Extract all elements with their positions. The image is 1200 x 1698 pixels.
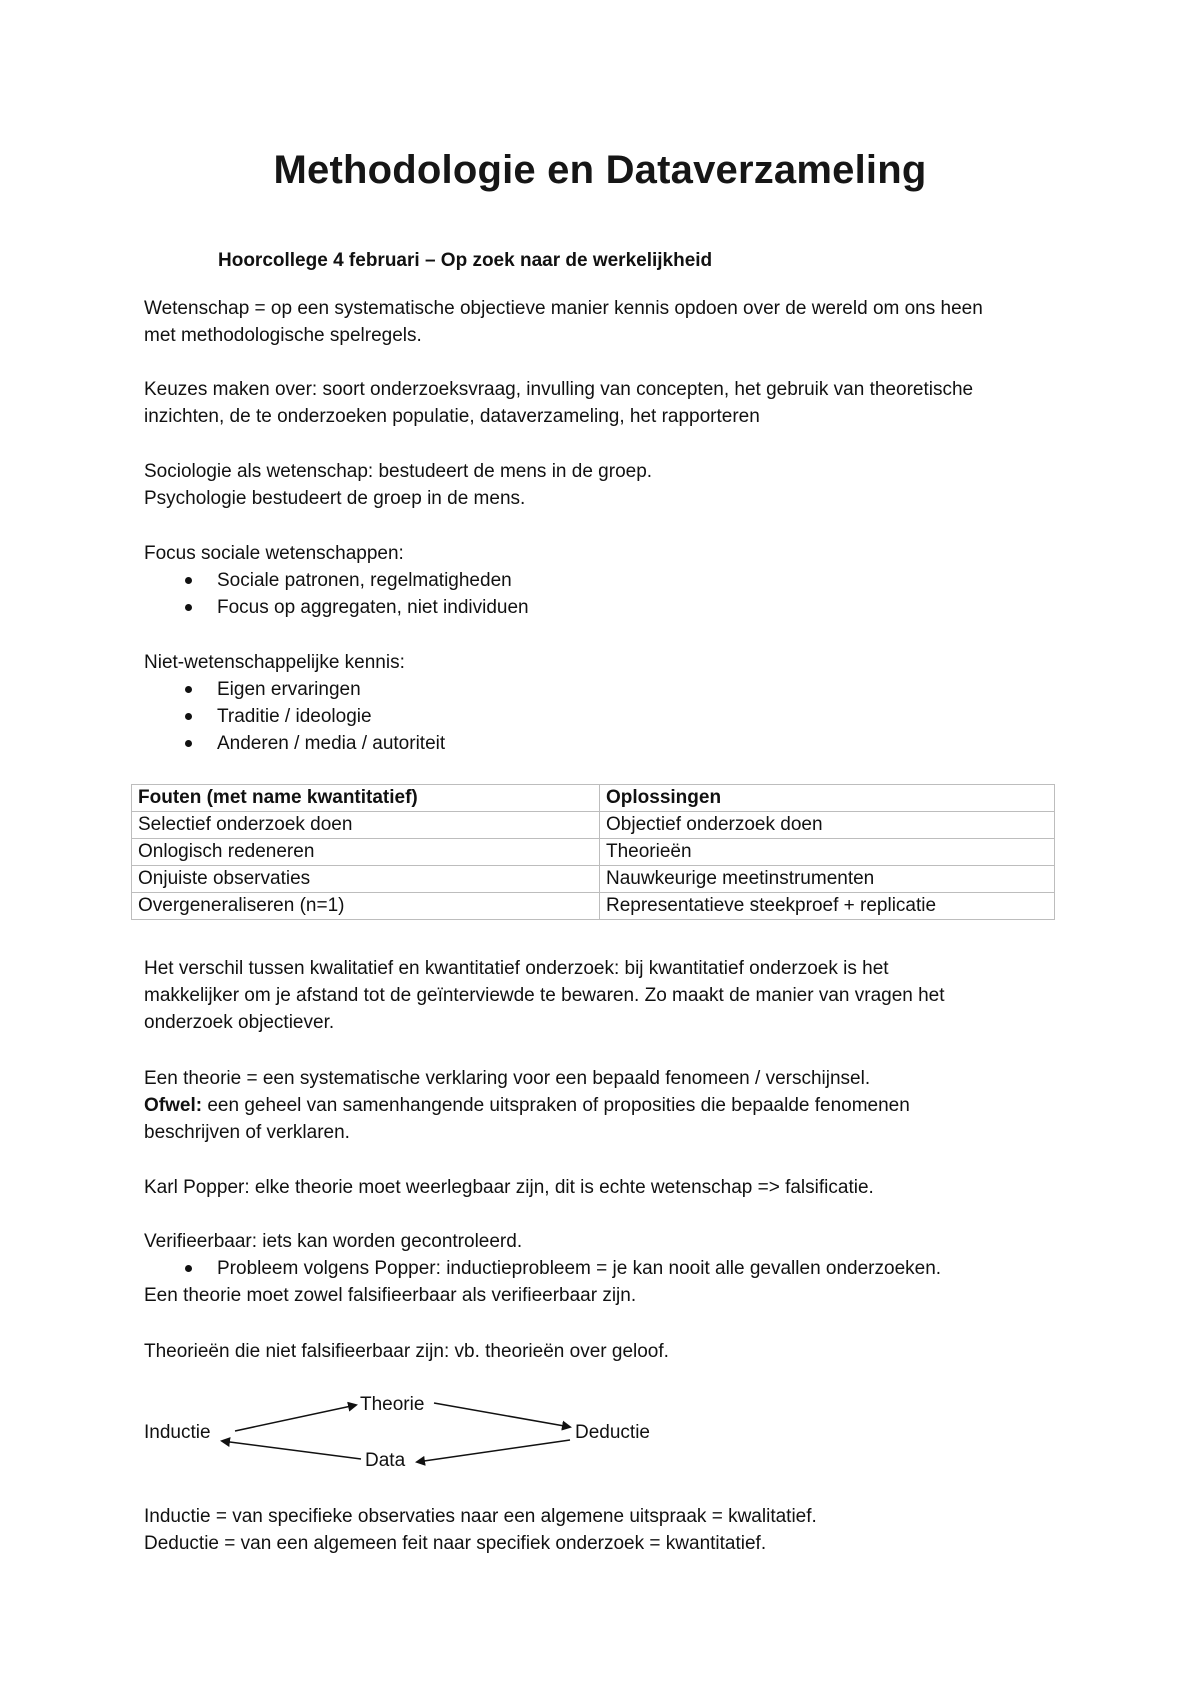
paragraph-popper [144, 1174, 1064, 1201]
list-item: Sociale patronen, regelmatigheden [144, 567, 1064, 594]
arrow-deductie-to-data [417, 1440, 570, 1462]
text-line: beschrijven of verklaren. [144, 1122, 350, 1143]
table-header-cell: Oplossingen [600, 785, 1055, 812]
text-line: Deductie = van een algemeen feit naar specifiek onderzoek = kwantitatief. [144, 1533, 767, 1554]
fouten-oplossingen-table [131, 784, 1055, 920]
text-line: Een theorie moet zowel falsifieerbaar als verifieerbaar zijn. [144, 1285, 637, 1306]
text-line: makkelijker om je afstand tot de geïnterviewde te bewaren. Zo maakt de manier van vragen het [144, 985, 945, 1006]
paragraph-definities [144, 1503, 1064, 1557]
table-cell: Selectief onderzoek doen [132, 812, 600, 839]
text-line: Verifieerbaar: iets kan worden gecontroleerd. [144, 1231, 523, 1252]
diagram-label-inductie: Inductie [144, 1422, 211, 1443]
table-header-cell: Fouten (met name kwantitatief) [132, 785, 600, 812]
text-line: Wetenschap = op een systematische objectieve manier kennis opdoen over de wereld om ons heen [144, 298, 983, 319]
section-focus [144, 540, 1064, 621]
text-line: met methodologische spelregels. [144, 325, 422, 346]
text-line: Theorieën die niet falsifieerbaar zijn: vb. theorieën over geloof. [144, 1341, 669, 1362]
text-line: Inductie = van specifieke observaties naar een algemene uitspraak = kwalitatief. [144, 1506, 817, 1527]
table-cell: Onlogisch redeneren [132, 839, 600, 866]
table-cell: Objectief onderzoek doen [600, 812, 1055, 839]
list-heading: Niet-wetenschappelijke kennis: [144, 652, 405, 673]
bullet-list [144, 676, 1064, 757]
arrow-inductie-to-theorie [235, 1405, 356, 1431]
list-item: Traditie / ideologie [144, 703, 1064, 730]
section-niet-wetenschappelijk [144, 649, 1064, 757]
text-line: onderzoek objectiever. [144, 1012, 335, 1033]
paragraph-niet-falsifieerbaar [144, 1338, 1064, 1365]
text-line [144, 1092, 1064, 1119]
table-row [132, 866, 1055, 893]
text-line: inzichten, de te onderzoeken populatie, dataverzameling, het rapporteren [144, 406, 760, 427]
list-item: Anderen / media / autoriteit [144, 730, 1064, 757]
text-line: Het verschil tussen kwalitatief en kwantitatief onderzoek: bij kwantitatief onderzoek is het [144, 958, 889, 979]
table-row [132, 839, 1055, 866]
arrow-data-to-inductie [222, 1441, 361, 1459]
paragraph-sociologie [144, 458, 1064, 512]
table-cell: Representatieve steekproef + replicatie [600, 893, 1055, 920]
text-line: Een theorie = een systematische verklaring voor een bepaald fenomeen / verschijnsel. [144, 1068, 871, 1089]
text-line: Keuzes maken over: soort onderzoeksvraag, invulling van concepten, het gebruik van theoretische [144, 379, 974, 400]
table-cell: Nauwkeurige meetinstrumenten [600, 866, 1055, 893]
text-line: Sociologie als wetenschap: bestudeert de mens in de groep. [144, 461, 653, 482]
table-cell: Theorieën [600, 839, 1055, 866]
bullet-list [144, 567, 1064, 621]
bullet-list [144, 1255, 1064, 1282]
list-item: Probleem volgens Popper: inductieprobleem = je kan nooit alle gevallen onderzoeken. [144, 1255, 1064, 1282]
table-cell: Onjuiste observaties [132, 866, 600, 893]
paragraph-wetenschap [144, 295, 1064, 349]
diagram-label-data: Data [365, 1450, 406, 1471]
table-row [132, 893, 1055, 920]
list-item: Eigen ervaringen [144, 676, 1064, 703]
table-row [132, 812, 1055, 839]
table-header-row [132, 785, 1055, 812]
text-line: Karl Popper: elke theorie moet weerlegbaar zijn, dit is echte wetenschap => falsificatie. [144, 1177, 874, 1198]
text-line: Psychologie bestudeert de groep in de mens. [144, 488, 526, 509]
ofwel-label: Ofwel: [144, 1095, 203, 1116]
section-verifieerbaar [144, 1228, 1064, 1309]
paragraph-keuzes [144, 376, 1064, 430]
page-title: Methodologie en Dataverzameling [273, 148, 927, 192]
list-item: Focus op aggregaten, niet individuen [144, 594, 1064, 621]
arrow-theorie-to-deductie [434, 1403, 570, 1427]
diagram-label-theorie: Theorie [360, 1394, 425, 1415]
table-cell: Overgeneraliseren (n=1) [132, 893, 600, 920]
diagram-label-deductie: Deductie [575, 1422, 650, 1443]
paragraph-theorie [144, 1065, 1064, 1146]
text-span: een geheel van samenhangende uitspraken of proposities die bepaalde fenomenen [207, 1095, 910, 1116]
lecture-heading: Hoorcollege 4 februari – Op zoek naar de werkelijkheid [218, 250, 713, 271]
list-heading: Focus sociale wetenschappen: [144, 543, 404, 564]
paragraph-verschil [144, 955, 1064, 1036]
